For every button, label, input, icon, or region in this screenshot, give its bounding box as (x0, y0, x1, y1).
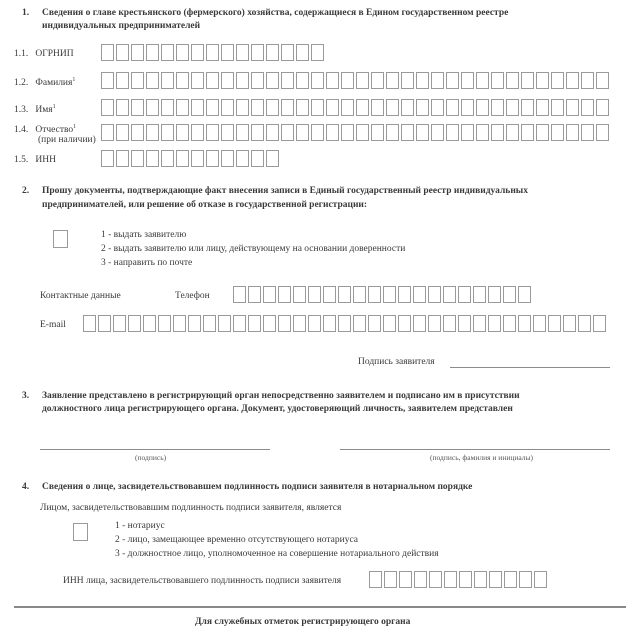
character-cell[interactable] (311, 124, 324, 141)
character-cell[interactable] (536, 99, 549, 116)
character-cell[interactable] (578, 315, 591, 332)
character-cell[interactable] (548, 315, 561, 332)
character-cell[interactable] (101, 124, 114, 141)
character-cell[interactable] (233, 315, 246, 332)
character-cell[interactable] (146, 44, 159, 61)
section1-heading-line2: индивидуальных предпринимателей (42, 21, 201, 31)
character-cell[interactable] (386, 72, 399, 89)
character-cell[interactable] (311, 72, 324, 89)
character-cell[interactable] (191, 72, 204, 89)
character-cell[interactable] (131, 99, 144, 116)
character-cell[interactable] (506, 124, 519, 141)
delivery-option-2: 2 - выдать заявителю или лицу, действующему на основании доверенности (101, 244, 406, 254)
section1-number: 1. (22, 8, 30, 18)
character-cell[interactable] (221, 72, 234, 89)
character-cell[interactable] (521, 124, 534, 141)
character-cell[interactable] (461, 72, 474, 89)
character-cell[interactable] (461, 99, 474, 116)
character-cell[interactable] (521, 99, 534, 116)
character-cell[interactable] (98, 315, 111, 332)
character-cell[interactable] (398, 315, 411, 332)
character-cell[interactable] (491, 124, 504, 141)
character-cell[interactable] (368, 315, 381, 332)
section4-heading: Сведения о лице, засвидетельствовавшем подлинность подписи заявителя в нотариальном порядке (42, 482, 473, 492)
character-cell[interactable] (251, 72, 264, 89)
field-lastname-label: 1.2. Фамилия$^1$ (14, 77, 76, 89)
character-cell[interactable] (296, 124, 309, 141)
character-cell[interactable] (263, 315, 276, 332)
character-cell[interactable] (383, 315, 396, 332)
character-cell[interactable] (101, 150, 114, 167)
character-cell[interactable] (413, 315, 426, 332)
character-cell[interactable] (311, 44, 324, 61)
character-cell[interactable] (356, 99, 369, 116)
character-cell[interactable] (431, 99, 444, 116)
character-cell[interactable] (458, 315, 471, 332)
character-cell[interactable] (341, 99, 354, 116)
character-cell[interactable] (266, 124, 279, 141)
field-patronymic-label2: (при наличии) (38, 135, 96, 145)
character-cell[interactable] (428, 286, 441, 303)
character-cell[interactable] (401, 124, 414, 141)
character-cell[interactable] (371, 72, 384, 89)
character-cell[interactable] (281, 124, 294, 141)
character-cell[interactable] (248, 315, 261, 332)
character-cell[interactable] (266, 72, 279, 89)
character-cell[interactable] (161, 124, 174, 141)
character-cell[interactable] (296, 44, 309, 61)
character-cell[interactable] (398, 286, 411, 303)
phone-input[interactable] (233, 286, 531, 303)
character-cell[interactable] (326, 72, 339, 89)
character-cell[interactable] (383, 286, 396, 303)
delivery-method-checkbox[interactable] (53, 230, 68, 248)
character-cell[interactable] (113, 315, 126, 332)
character-cell[interactable] (443, 315, 456, 332)
character-cell[interactable] (176, 124, 189, 141)
notary-type-checkbox[interactable] (73, 523, 88, 541)
character-cell[interactable] (476, 99, 489, 116)
character-cell[interactable] (446, 72, 459, 89)
character-cell[interactable] (251, 124, 264, 141)
character-cell[interactable] (459, 571, 472, 588)
firstname-input[interactable] (101, 99, 609, 116)
character-cell[interactable] (446, 124, 459, 141)
character-cell[interactable] (326, 99, 339, 116)
character-cell[interactable] (521, 72, 534, 89)
character-cell[interactable] (473, 286, 486, 303)
character-cell[interactable] (266, 44, 279, 61)
character-cell[interactable] (281, 99, 294, 116)
character-cell[interactable] (566, 99, 579, 116)
phone-label: Телефон (175, 291, 210, 301)
character-cell[interactable] (176, 150, 189, 167)
character-cell[interactable] (429, 571, 442, 588)
character-cell[interactable] (236, 99, 249, 116)
notary-type-label: Лицом, засвидетельствовавшим подлинность подписи заявителя, является (40, 503, 342, 513)
character-cell[interactable] (386, 99, 399, 116)
character-cell[interactable] (386, 124, 399, 141)
character-cell[interactable] (443, 286, 456, 303)
character-cell[interactable] (353, 315, 366, 332)
character-cell[interactable] (146, 72, 159, 89)
character-cell[interactable] (146, 99, 159, 116)
character-cell[interactable] (488, 286, 501, 303)
section4-number: 4. (22, 482, 30, 492)
character-cell[interactable] (581, 124, 594, 141)
character-cell[interactable] (203, 315, 216, 332)
character-cell[interactable] (281, 72, 294, 89)
character-cell[interactable] (101, 72, 114, 89)
inn-input[interactable] (101, 150, 279, 167)
character-cell[interactable] (236, 150, 249, 167)
character-cell[interactable] (596, 124, 609, 141)
character-cell[interactable] (353, 286, 366, 303)
character-cell[interactable] (534, 571, 547, 588)
patronymic-input[interactable] (101, 124, 609, 141)
character-cell[interactable] (236, 124, 249, 141)
character-cell[interactable] (161, 150, 174, 167)
email-label: E-mail (40, 320, 66, 330)
character-cell[interactable] (128, 315, 141, 332)
character-cell[interactable] (158, 315, 171, 332)
character-cell[interactable] (416, 99, 429, 116)
character-cell[interactable] (296, 72, 309, 89)
character-cell[interactable] (308, 286, 321, 303)
character-cell[interactable] (206, 150, 219, 167)
character-cell[interactable] (491, 99, 504, 116)
character-cell[interactable] (221, 124, 234, 141)
character-cell[interactable] (536, 72, 549, 89)
character-cell[interactable] (323, 286, 336, 303)
applicant-signature-label: Подпись заявителя (358, 357, 435, 367)
notary-inn-label: ИНН лица, засвидетельствовавшего подлинность подписи заявителя (63, 576, 342, 586)
character-cell[interactable] (593, 315, 606, 332)
character-cell[interactable] (218, 315, 231, 332)
character-cell[interactable] (551, 72, 564, 89)
character-cell[interactable] (476, 124, 489, 141)
character-cell[interactable] (566, 72, 579, 89)
character-cell[interactable] (296, 99, 309, 116)
character-cell[interactable] (369, 571, 382, 588)
character-cell[interactable] (131, 72, 144, 89)
character-cell[interactable] (371, 99, 384, 116)
character-cell[interactable] (263, 286, 276, 303)
character-cell[interactable] (518, 315, 531, 332)
character-cell[interactable] (206, 124, 219, 141)
character-cell[interactable] (131, 150, 144, 167)
ogrnip-input[interactable] (101, 44, 324, 61)
field-inn-label: 1.5. ИНН (14, 155, 56, 165)
notary-option-3: 3 - должностное лицо, уполномоченное на совершение нотариального действия (115, 549, 439, 559)
character-cell[interactable] (293, 286, 306, 303)
character-cell[interactable] (248, 286, 261, 303)
character-cell[interactable] (519, 571, 532, 588)
character-cell[interactable] (461, 124, 474, 141)
character-cell[interactable] (251, 150, 264, 167)
notary-option-2: 2 - лицо, замещающее временно отсутствующего нотариуса (115, 535, 359, 545)
character-cell[interactable] (533, 315, 546, 332)
character-cell[interactable] (476, 72, 489, 89)
email-input[interactable] (83, 315, 606, 332)
character-cell[interactable] (551, 124, 564, 141)
character-cell[interactable] (326, 124, 339, 141)
character-cell[interactable] (281, 44, 294, 61)
character-cell[interactable] (191, 150, 204, 167)
character-cell[interactable] (161, 44, 174, 61)
character-cell[interactable] (116, 150, 129, 167)
character-cell[interactable] (131, 124, 144, 141)
footer-divider (14, 606, 626, 608)
character-cell[interactable] (161, 72, 174, 89)
field-ogrnip-label: 1.1. ОГРНИП (14, 49, 74, 59)
official-name-line[interactable] (340, 449, 610, 450)
character-cell[interactable] (266, 150, 279, 167)
character-cell[interactable] (341, 124, 354, 141)
character-cell[interactable] (491, 72, 504, 89)
character-cell[interactable] (236, 44, 249, 61)
character-cell[interactable] (384, 571, 397, 588)
section3-heading-line1: Заявление представлено в регистрирующий орган непосредственно заявителем и подписано им в присутствии (42, 391, 520, 401)
character-cell[interactable] (221, 99, 234, 116)
character-cell[interactable] (416, 72, 429, 89)
character-cell[interactable] (206, 44, 219, 61)
character-cell[interactable] (131, 44, 144, 61)
character-cell[interactable] (474, 571, 487, 588)
character-cell[interactable] (116, 72, 129, 89)
character-cell[interactable] (146, 150, 159, 167)
section3-heading-line2: должностного лица регистрирующего органа. Документ, удостоверяющий личность, заявителем представлен (42, 404, 513, 414)
section2-number: 2. (22, 186, 30, 196)
character-cell[interactable] (581, 72, 594, 89)
character-cell[interactable] (191, 124, 204, 141)
character-cell[interactable] (551, 99, 564, 116)
character-cell[interactable] (416, 124, 429, 141)
character-cell[interactable] (356, 124, 369, 141)
official-signature-caption: (подпись) (135, 453, 167, 462)
character-cell[interactable] (176, 99, 189, 116)
character-cell[interactable] (458, 286, 471, 303)
character-cell[interactable] (176, 72, 189, 89)
character-cell[interactable] (206, 99, 219, 116)
character-cell[interactable] (116, 124, 129, 141)
character-cell[interactable] (236, 72, 249, 89)
character-cell[interactable] (341, 72, 354, 89)
section1-heading-line1: Сведения о главе крестьянского (фермерского) хозяйства, содержащиеся в Едином государственном реестре (42, 8, 509, 18)
character-cell[interactable] (293, 315, 306, 332)
section2-heading-line1: Прошу документы, подтверждающие факт внесения записи в Единый государственный реестр индивидуальных (42, 186, 528, 196)
character-cell[interactable] (83, 315, 96, 332)
character-cell[interactable] (581, 99, 594, 116)
character-cell[interactable] (251, 44, 264, 61)
character-cell[interactable] (399, 571, 412, 588)
character-cell[interactable] (488, 315, 501, 332)
character-cell[interactable] (188, 315, 201, 332)
character-cell[interactable] (431, 124, 444, 141)
delivery-option-3: 3 - направить по почте (101, 258, 193, 268)
character-cell[interactable] (536, 124, 549, 141)
character-cell[interactable] (503, 315, 516, 332)
character-cell[interactable] (444, 571, 457, 588)
character-cell[interactable] (338, 315, 351, 332)
field-firstname-label: 1.3. Имя$^1$ (14, 104, 56, 116)
character-cell[interactable] (221, 44, 234, 61)
character-cell[interactable] (251, 99, 264, 116)
character-cell[interactable] (191, 99, 204, 116)
section3-number: 3. (22, 391, 30, 401)
character-cell[interactable] (431, 72, 444, 89)
character-cell[interactable] (101, 44, 114, 61)
official-name-caption: (подпись, фамилия и инициалы) (430, 453, 534, 462)
character-cell[interactable] (504, 571, 517, 588)
character-cell[interactable] (473, 315, 486, 332)
notary-option-1: 1 - нотариус (115, 521, 165, 531)
character-cell[interactable] (414, 571, 427, 588)
character-cell[interactable] (596, 99, 609, 116)
character-cell[interactable] (176, 44, 189, 61)
character-cell[interactable] (446, 99, 459, 116)
character-cell[interactable] (143, 315, 156, 332)
character-cell[interactable] (161, 99, 174, 116)
character-cell[interactable] (563, 315, 576, 332)
section2-heading-line2: предпринимателей, или решение об отказе в государственной регистрации: (42, 200, 368, 210)
character-cell[interactable] (368, 286, 381, 303)
character-cell[interactable] (308, 315, 321, 332)
character-cell[interactable] (116, 99, 129, 116)
character-cell[interactable] (221, 150, 234, 167)
character-cell[interactable] (428, 315, 441, 332)
character-cell[interactable] (173, 315, 186, 332)
applicant-signature-line[interactable] (450, 367, 610, 368)
character-cell[interactable] (323, 315, 336, 332)
character-cell[interactable] (506, 99, 519, 116)
character-cell[interactable] (518, 286, 531, 303)
character-cell[interactable] (566, 124, 579, 141)
delivery-option-1: 1 - выдать заявителю (101, 230, 187, 240)
character-cell[interactable] (338, 286, 351, 303)
character-cell[interactable] (266, 99, 279, 116)
footer-text: Для служебных отметок регистрирующего органа (195, 617, 411, 627)
character-cell[interactable] (401, 99, 414, 116)
character-cell[interactable] (596, 72, 609, 89)
character-cell[interactable] (146, 124, 159, 141)
field-patronymic-label: 1.4. Отчество$^1$ (14, 124, 77, 136)
character-cell[interactable] (401, 72, 414, 89)
character-cell[interactable] (101, 99, 114, 116)
official-signature-line[interactable] (40, 449, 270, 450)
character-cell[interactable] (506, 72, 519, 89)
character-cell[interactable] (356, 72, 369, 89)
character-cell[interactable] (489, 571, 502, 588)
lastname-input[interactable] (101, 72, 609, 89)
character-cell[interactable] (233, 286, 246, 303)
contacts-label: Контактные данные (40, 291, 121, 301)
character-cell[interactable] (116, 44, 129, 61)
character-cell[interactable] (191, 44, 204, 61)
notary-inn-input[interactable] (369, 571, 547, 588)
character-cell[interactable] (206, 72, 219, 89)
character-cell[interactable] (413, 286, 426, 303)
character-cell[interactable] (311, 99, 324, 116)
character-cell[interactable] (278, 315, 291, 332)
character-cell[interactable] (278, 286, 291, 303)
character-cell[interactable] (371, 124, 384, 141)
character-cell[interactable] (503, 286, 516, 303)
